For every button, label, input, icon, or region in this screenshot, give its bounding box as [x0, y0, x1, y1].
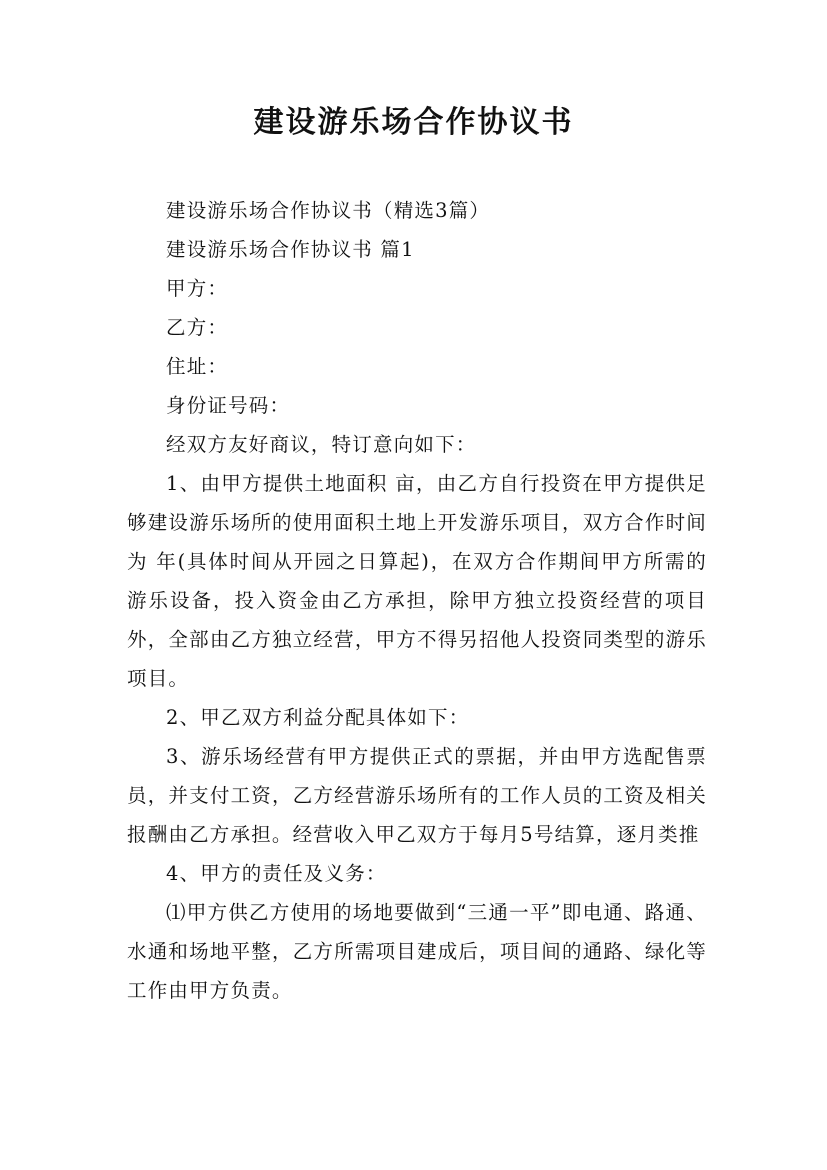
paragraph-intro: 经双方友好商议，特订意向如下： — [166, 433, 477, 456]
paragraph-clause-1: 1、由甲方提供土地面积 亩，由乙方自行投资在甲方提供足够建设游乐场所的使用面积土地上开发游乐项目，双方合作时间为 年(具体时间从开园之日算起)，在双方合作期间甲方所需的游乐设备，投入资金由乙方承担，除甲方独立投资经营的项目外，全部由乙方独立经营，甲方不得另招他人投资同类型的游乐项目。 — [127, 472, 707, 690]
paragraph-clause-4: 4、甲方的责任及义务： — [166, 862, 387, 885]
paragraph-clause-2: 2、甲乙双方利益分配具体如下： — [166, 706, 470, 729]
paragraph-address: 住址： — [166, 355, 229, 378]
document-body — [127, 191, 707, 1010]
paragraph-id-number: 身份证号码： — [166, 394, 291, 417]
paragraph-subtitle: 建设游乐场合作协议书（精选3篇） — [166, 199, 491, 222]
paragraph-clause-4-1: ⑴甲方供乙方使用的场地要做到“三通一平”即电通、路通、水通和场地平整，乙方所需项目建成后，项目间的通路、绿化等工作由甲方负责。 — [127, 901, 707, 1002]
paragraph-section-heading: 建设游乐场合作协议书 篇1 — [166, 238, 415, 261]
paragraph-party-a: 甲方： — [166, 277, 229, 300]
document-title: 建设游乐场合作协议书 — [253, 105, 574, 140]
paragraph-party-b: 乙方： — [166, 316, 229, 339]
paragraph-clause-3: 3、游乐场经营有甲方提供正式的票据，并由甲方选配售票员，并支付工资，乙方经营游乐场所有的工作人员的工资及相关报酬由乙方承担。经营收入甲乙双方于每月5号结算，逐月类推 — [127, 745, 707, 846]
